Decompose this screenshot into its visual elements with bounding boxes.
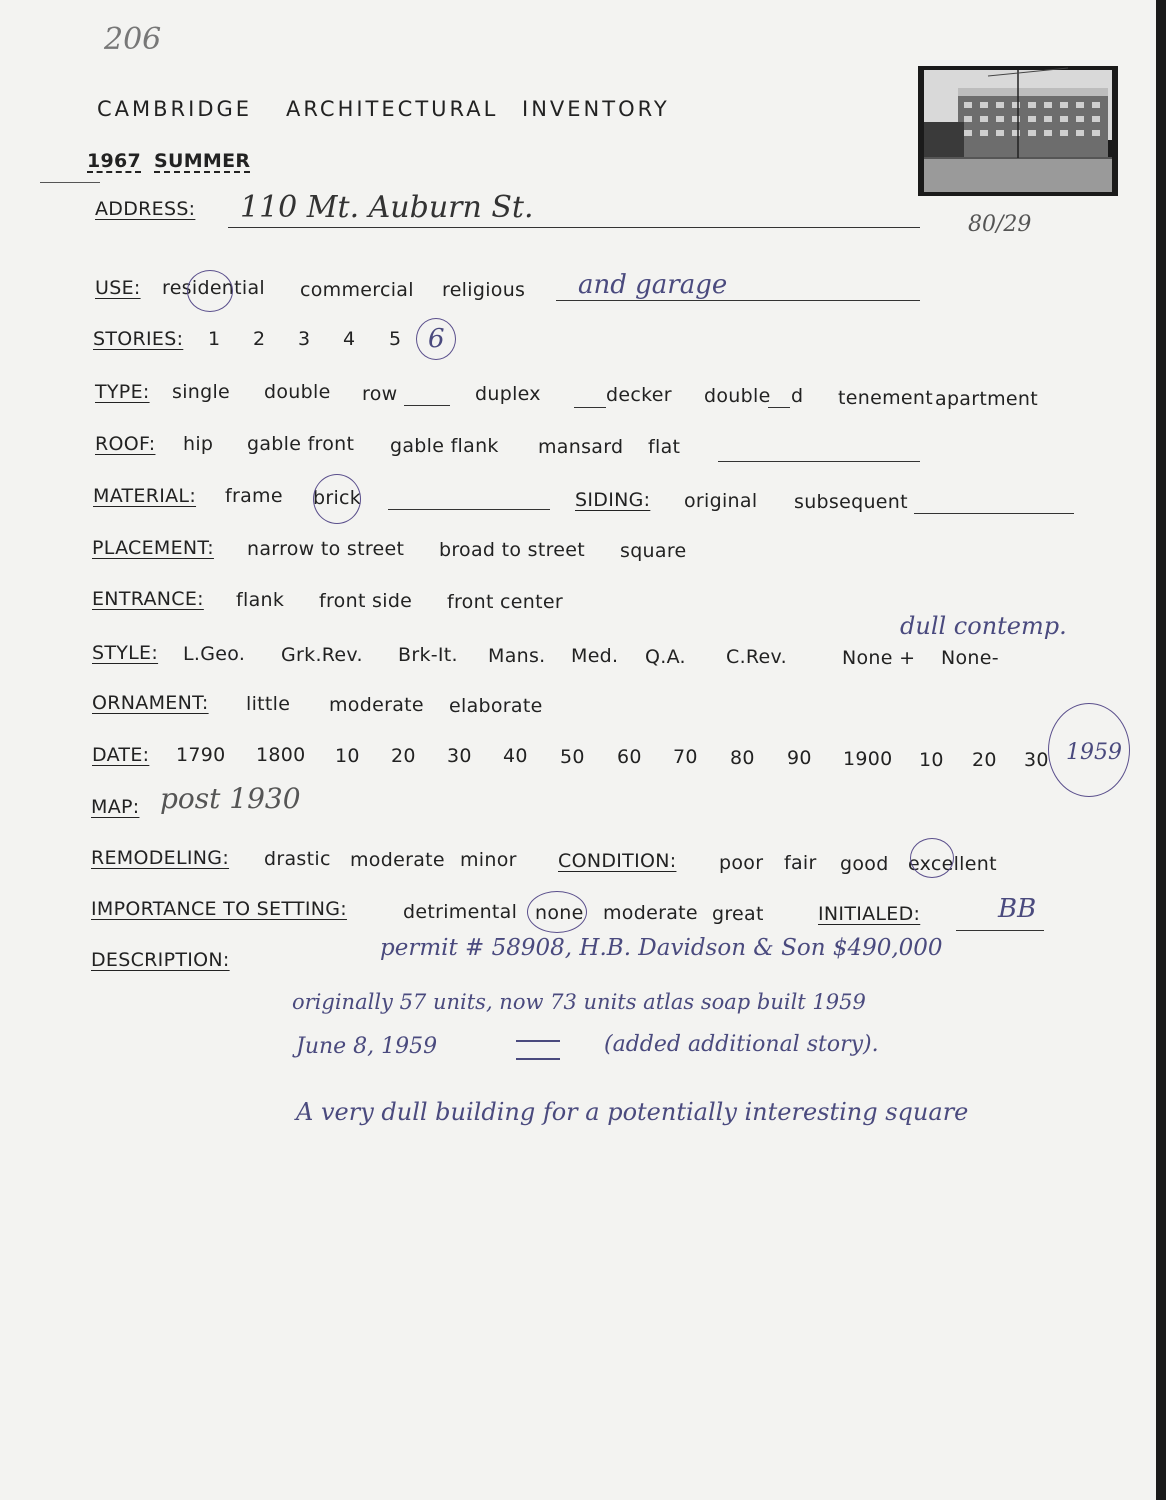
date-label: DATE: [92, 744, 150, 766]
entrance-option-front-side: front side [319, 590, 413, 612]
stories-option-4: 4 [343, 328, 356, 350]
address-label: ADDRESS: [95, 198, 196, 220]
date-option-10: 10 [335, 745, 360, 767]
date-option-80: 80 [730, 747, 755, 769]
remodeling-option-minor: minor [460, 849, 517, 871]
stories-option-2: 2 [253, 328, 266, 350]
initialed-label: INITIALED: [818, 903, 921, 925]
use-other-value: and garage [578, 270, 728, 300]
date-written-circle [1048, 703, 1130, 797]
season: SUMMER [154, 150, 251, 172]
condition-option-fair: fair [784, 852, 817, 874]
roof-option-mansard: mansard [538, 436, 624, 458]
roof-label: ROOF: [95, 433, 156, 455]
stories-option-3: 3 [298, 328, 311, 350]
type-option-tenement: tenement [838, 387, 933, 409]
placement-option-broad: broad to street [439, 539, 586, 561]
importance-option-moderate: moderate [603, 902, 698, 924]
type-option-single: single [172, 381, 231, 403]
type-option-duplex: duplex [475, 383, 541, 405]
type-option-decker: decker [606, 384, 672, 406]
remodeling-option-drastic: drastic [264, 848, 331, 870]
roof-option-gable-front: gable front [247, 433, 355, 455]
description-line-4: (added additional story). [604, 1032, 879, 1057]
type-option-double-d: double [704, 385, 771, 407]
scan-edge [1156, 0, 1166, 1500]
importance-label: IMPORTANCE TO SETTING: [91, 898, 347, 920]
description-line-5: A very dull building for a potentially interesting square [296, 1098, 969, 1126]
entrance-label: ENTRANCE: [92, 588, 204, 610]
use-other-line [556, 300, 920, 301]
building-photo [918, 66, 1118, 196]
date-option-1920: 20 [972, 749, 997, 771]
type-label: TYPE: [95, 381, 150, 403]
stories-option-1: 1 [208, 328, 221, 350]
strikeout-mark [516, 1040, 560, 1060]
date-option-70: 70 [673, 746, 698, 768]
condition-option-excellent: excellent [908, 853, 997, 875]
placement-label: PLACEMENT: [92, 537, 214, 559]
form-title-3: INVENTORY [522, 97, 670, 121]
form-title-2: ARCHITECTURAL [286, 97, 499, 121]
style-option-mans: Mans. [488, 645, 546, 667]
type-option-apartment: apartment [935, 388, 1038, 410]
material-option-brick: brick [313, 487, 362, 509]
remodeling-option-moderate: moderate [350, 849, 445, 871]
condition-label: CONDITION: [558, 850, 677, 872]
date-option-1790: 1790 [176, 744, 226, 766]
initialed-value: BB [998, 894, 1037, 924]
importance-option-detrimental: detrimental [403, 901, 518, 923]
stories-selection-circle [416, 318, 456, 360]
importance-selection-circle [527, 891, 587, 933]
form-title-1: CAMBRIDGE [97, 97, 253, 121]
roof-option-gable-flank: gable flank [390, 435, 499, 457]
header-rule [40, 182, 100, 183]
date-option-60: 60 [617, 746, 642, 768]
date-option-90: 90 [787, 747, 812, 769]
ornament-option-elaborate: elaborate [449, 695, 543, 717]
date-option-40: 40 [503, 745, 528, 767]
stories-label: STORIES: [93, 328, 184, 350]
style-option-lgeo: L.Geo. [183, 643, 246, 665]
material-option-frame: frame [225, 485, 283, 507]
stories-option-5: 5 [389, 328, 402, 350]
use-selection-circle [187, 270, 233, 312]
style-option-crev: C.Rev. [726, 646, 787, 668]
date-written: 1959 [1066, 740, 1122, 765]
date-option-50: 50 [560, 746, 585, 768]
date-option-1900: 1900 [843, 748, 893, 770]
siding-option-subsequent: subsequent [794, 491, 908, 513]
style-option-none-minus: None- [941, 647, 999, 669]
date-option-20: 20 [391, 745, 416, 767]
address-value: 110 Mt. Auburn St. [240, 190, 534, 225]
use-label: USE: [95, 277, 141, 299]
date-option-1930: 30 [1024, 749, 1049, 771]
style-option-none-plus: None + [842, 647, 916, 669]
date-option-1800: 1800 [256, 744, 306, 766]
material-selection-circle [313, 474, 361, 524]
type-option-d: d [791, 385, 804, 407]
remodeling-label: REMODELING: [91, 847, 230, 869]
initialed-line [956, 930, 1044, 931]
type-double-d-blank [768, 407, 790, 408]
date-option-30: 30 [447, 745, 472, 767]
ornament-option-moderate: moderate [329, 694, 424, 716]
material-other-line [388, 509, 550, 510]
style-option-grkrev: Grk.Rev. [281, 644, 363, 666]
ornament-option-little: little [246, 693, 291, 715]
season-year: 1967 [87, 150, 142, 172]
siding-other-line [914, 513, 1074, 514]
placement-option-narrow: narrow to street [247, 538, 405, 560]
style-option-qa: Q.A. [645, 646, 686, 668]
type-option-double: double [264, 381, 331, 403]
description-line-1: permit # 58908, H.B. Davidson & Son $490,000 [380, 935, 943, 961]
use-option-residential: residential [162, 277, 266, 299]
style-option-brkit: Brk-It. [398, 644, 458, 666]
address-line [228, 227, 920, 228]
style-option-med: Med. [571, 645, 619, 667]
description-label: DESCRIPTION: [91, 949, 230, 971]
siding-option-original: original [684, 490, 758, 512]
roof-option-hip: hip [183, 433, 214, 455]
type-option-row: row [362, 383, 398, 405]
importance-option-none: none [535, 902, 584, 924]
placement-option-square: square [620, 540, 687, 562]
file-number: 206 [104, 22, 162, 57]
map-value: post 1930 [160, 782, 301, 815]
entrance-option-flank: flank [236, 589, 285, 611]
description-line-3: June 8, 1959 [296, 1034, 438, 1059]
roof-other-line [718, 461, 920, 462]
type-row-blank [404, 405, 450, 406]
description-line-2: originally 57 units, now 73 units atlas soap built 1959 [292, 990, 866, 1014]
style-label: STYLE: [92, 642, 159, 664]
map-label: MAP: [91, 796, 140, 818]
importance-option-great: great [712, 903, 764, 925]
roof-option-flat: flat [648, 436, 681, 458]
use-option-commercial: commercial [300, 279, 414, 301]
ornament-label: ORNAMENT: [92, 692, 209, 714]
condition-selection-circle [910, 838, 954, 878]
stories-option-6: 6 [428, 324, 445, 354]
condition-option-good: good [840, 853, 889, 875]
condition-option-poor: poor [719, 852, 764, 874]
entrance-option-front-center: front center [447, 591, 563, 613]
type-decker-blank [574, 407, 606, 408]
material-label: MATERIAL: [93, 485, 197, 507]
style-note: dull contemp. [900, 612, 1067, 640]
siding-label: SIDING: [575, 489, 651, 511]
photo-reference: 80/29 [968, 212, 1032, 237]
date-option-1910: 10 [919, 749, 944, 771]
use-option-religious: religious [442, 279, 526, 301]
